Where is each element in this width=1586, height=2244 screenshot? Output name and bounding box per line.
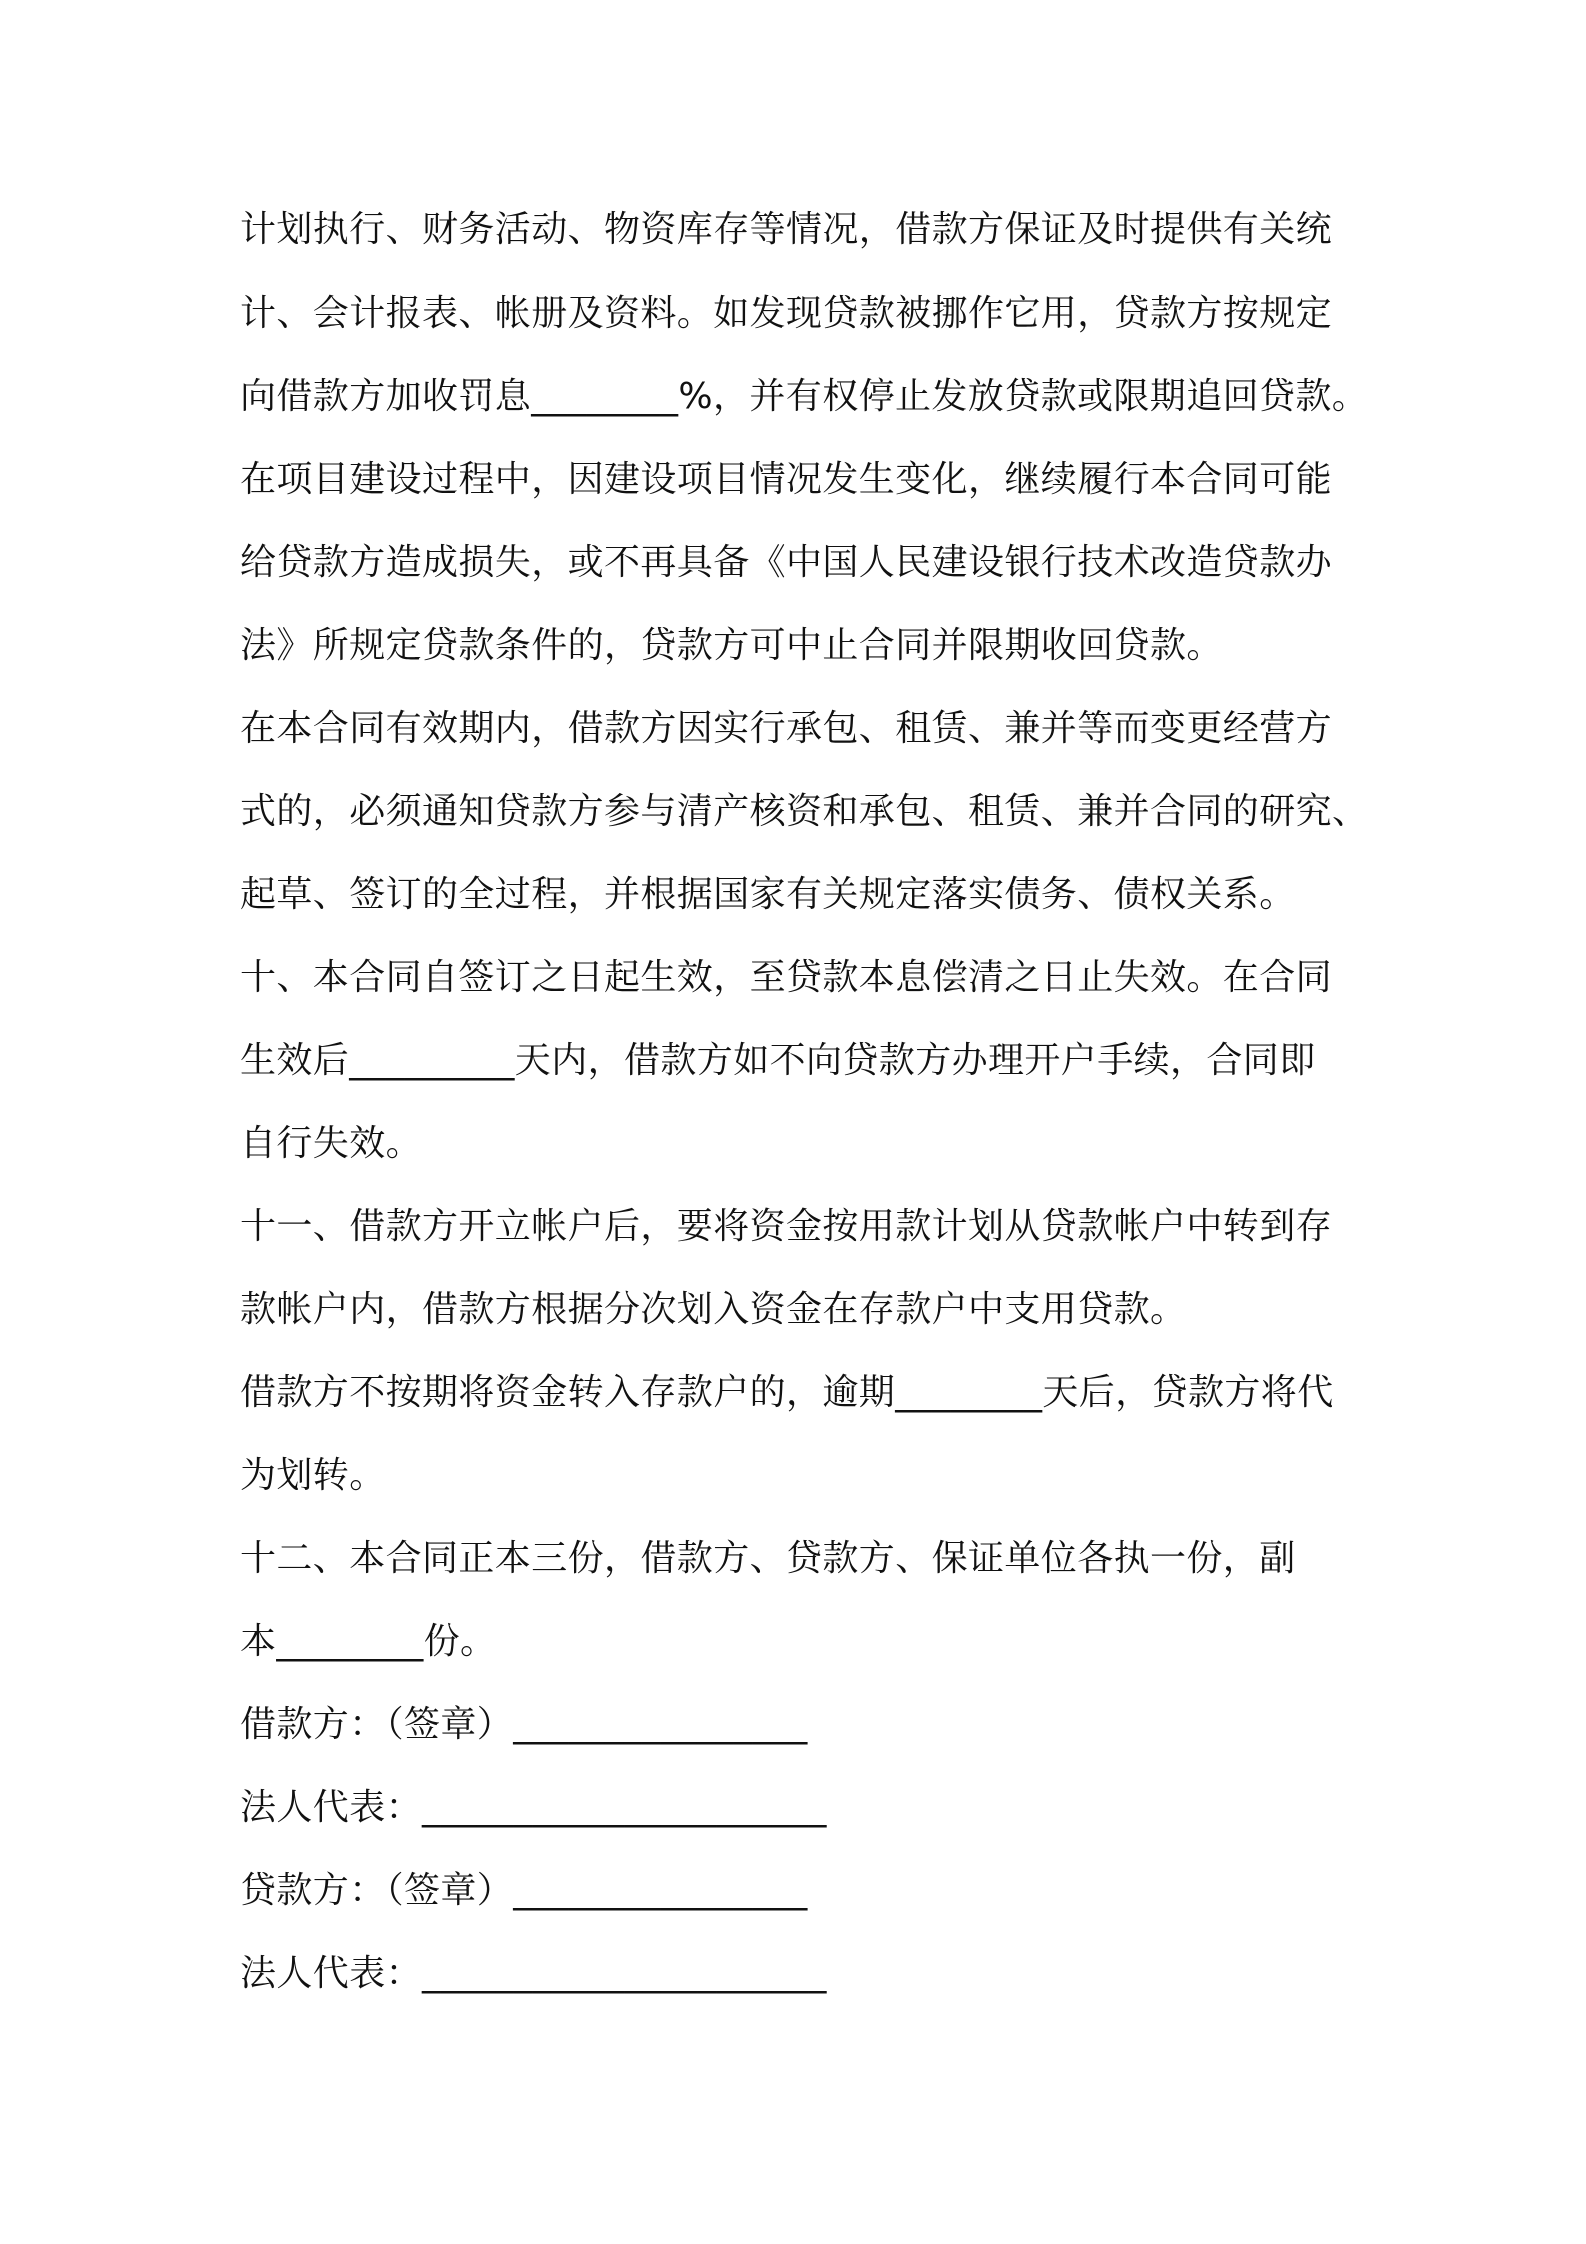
signature-line-lender: 贷款方：（签章）________________ — [240, 1870, 808, 1911]
text-line: 法》所规定贷款条件的，贷款方可中止合同并限期收回贷款。 — [240, 625, 1223, 666]
text-line: 给贷款方造成损失，或不再具备《中国人民建设银行技术改造贷款办 — [240, 542, 1333, 583]
text-line: 十一、借款方开立帐户后，要将资金按用款计划从贷款帐户中转到存 — [240, 1206, 1333, 1247]
text-line: 十、本合同自签订之日起生效，至贷款本息偿清之日止失效。在合同 — [240, 957, 1333, 998]
text-line: 式的，必须通知贷款方参与清产核资和承包、租赁、兼并合同的研究、 — [240, 791, 1369, 832]
text-line: 自行失效。 — [240, 1123, 423, 1164]
signature-line-borrower-legal-rep: 法人代表：______________________ — [240, 1787, 827, 1828]
text-line: 为划转。 — [240, 1455, 386, 1496]
text-line: 计、会计报表、帐册及资料。如发现贷款被挪作它用，贷款方按规定 — [240, 293, 1333, 334]
signature-line-borrower: 借款方：（签章）________________ — [240, 1704, 808, 1745]
text-line: 款帐户内，借款方根据分次划入资金在存款户中支用贷款。 — [240, 1289, 1187, 1330]
text-line: 在项目建设过程中，因建设项目情况发生变化，继续履行本合同可能 — [240, 459, 1333, 500]
signature-line-lender-legal-rep: 法人代表：______________________ — [240, 1953, 827, 1994]
text-line: 起草、签订的全过程，并根据国家有关规定落实债务、债权关系。 — [240, 874, 1296, 915]
text-line: 借款方不按期将资金转入存款户的，逾期________天后，贷款方将代 — [240, 1372, 1334, 1413]
text-line: 向借款方加收罚息________%，并有权停止发放贷款或限期追回贷款。 — [240, 376, 1369, 417]
text-line: 在本合同有效期内，借款方因实行承包、租赁、兼并等而变更经营方 — [240, 708, 1333, 749]
text-line: 生效后_________天内，借款方如不向贷款方办理开户手续，合同即 — [240, 1040, 1316, 1081]
text-line: 计划执行、财务活动、物资库存等情况，借款方保证及时提供有关统 — [240, 209, 1333, 250]
text-line: 十二、本合同正本三份，借款方、贷款方、保证单位各执一份，副 — [240, 1538, 1296, 1579]
text-line: 本________份。 — [240, 1621, 497, 1662]
